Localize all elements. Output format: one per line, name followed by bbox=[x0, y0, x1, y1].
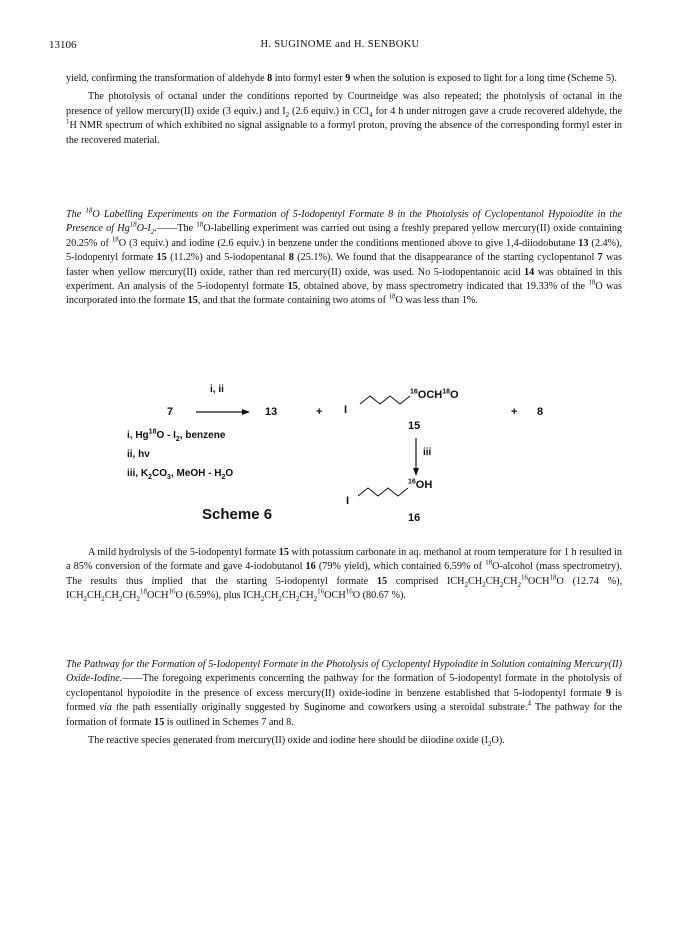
section-heading-pathway: The Pathway for the Formation of 5-Iodopentyl Formate in the Photolysis of Cyclopentyl Hypoiodite in Solution containing Mercury(II) Oxide-Iodine. bbox=[66, 659, 622, 685]
iodine-atom-16: I bbox=[346, 495, 350, 507]
paragraph-2: The photolysis of octanal under the conditions reported by Courtneidge was also repeated; the photolysis of octanal in the presence of yellow mercury(II) oxide (3 equiv.) and $I_2$ (2.6 equiv.) in CCl$_4$ for 4 h under nitrogen gave a crude recovered aldehyde, the $^1$H NMR spectrum of which exhibited no signal assignable to a formyl proton, proving the absence of the corresponding formyl ester in the recovered material. bbox=[66, 91, 622, 146]
text-block-top bbox=[66, 72, 622, 148]
plus-sign-2: + bbox=[511, 406, 518, 418]
formate-group: $^{16}$OCH$^{18}$O bbox=[410, 388, 459, 401]
paragraph-5: The Pathway for the Formation of 5-Iodopentyl Formate in the Photolysis of Cyclopentyl Hypoiodite in Solution containing Mercury(II) Oxide-Iodine.——The foregoing experiments concerning the pathway for the formation of 5-iodopentyl formate in the photolysis of cyclopentanol hypoiodite in the presence of excess mercury(II) oxide-iodine in benzene established that 5-iodopentyl formate 9 is formed via the path essentially originally suggested by Suginome and coworkers using a steroidal substrate.$^4$ The pathway for the formation of formate 15 is outlined in Schemes 7 and 8. bbox=[66, 659, 622, 728]
iodopentyl-chain bbox=[360, 396, 410, 404]
hydroxyl-group: $^{16}$OH bbox=[408, 478, 433, 491]
reaction-arrowhead bbox=[242, 409, 250, 415]
step-iii-label: iii bbox=[423, 447, 432, 458]
condition-i: i, $Hg^{18}O - I_2$, benzene bbox=[127, 428, 226, 443]
product-13: 13 bbox=[265, 406, 278, 418]
paragraph-1: yield, confirming the transformation of aldehyde 8 into formyl ester 9 when the solution is exposed to light for a long time (Scheme 5). bbox=[66, 73, 617, 84]
section-heading: The $^{18}$O Labelling Experiments on the Formation of 5-Iodopentyl Formate 8 in the Photolysis of Cyclopentanol Hypoiodite in the Presence of $Hg^{18}O-I_2$. bbox=[66, 206, 622, 237]
compound-15-label: 15 bbox=[408, 420, 421, 432]
hydrolysis-arrowhead bbox=[413, 468, 419, 476]
paragraph-6: The reactive species generated from mercury(II) oxide and iodine here should be diiodine oxide $(I_2O)$. bbox=[88, 735, 505, 749]
plus-sign-1: + bbox=[316, 406, 323, 418]
paragraph-3: The $^{18}$O Labelling Experiments on the Formation of 5-Iodopentyl Formate 8 in the Photolysis of Cyclopentanol Hypoiodite in the Presence of $Hg^{18}O-I_2.——The$ $^{18}$O-labelling experiment was carried out using a freshly prepared yellow mercury(II) oxide containing 20.25% of $^{18}$O (3 equiv.) and iodine (2.6 equiv.) in benzene under the conditions mentioned above to give 1,4-diiodobutane 13 (2.4%), 5-iodopentyl formate 15 (11.2%) and 5-iodopentanal 8 (25.1%). We found that the disappearance of the starting cyclopentanol 7 was faster when yellow mercury(II) oxide, rather than red mercury(II) oxide, was used. No 5-iodopentanoic acid 14 was obtained in this experiment. An analysis of the 5-iodopentyl formate 15, obtained above, by mass spectrometry indicated that 19.33% of the $^{18}$O was incorporated into the formate 15, and that the formate containing two atoms of $^{18}$O was less than 1%. bbox=[66, 206, 623, 307]
section-pathway bbox=[66, 658, 622, 748]
iodobutanol-chain bbox=[358, 488, 408, 496]
page-number: 13106 bbox=[49, 39, 77, 51]
compound-16-label: 16 bbox=[408, 512, 421, 524]
scheme-start-compound: 7 bbox=[167, 406, 174, 418]
product-8: 8 bbox=[537, 406, 544, 418]
condition-ii: ii, hν bbox=[127, 449, 150, 460]
condition-iii: iii, $K_2CO_3$, MeOH - $H_2O$ bbox=[127, 468, 234, 481]
scheme-6 bbox=[120, 380, 580, 528]
scheme-title: Scheme 6 bbox=[202, 506, 273, 523]
iodine-atom-15: I bbox=[344, 404, 348, 416]
text-block-hydrolysis bbox=[66, 546, 622, 604]
running-header-authors: H. SUGINOME and H. SENBOKU bbox=[260, 39, 420, 50]
paragraph-4: A mild hydrolysis of the 5-iodopentyl formate 15 with potassium carbonate in aq. methanol at room temperature for 1 h resulted in a 85% conversion of the formate and gave 4-iodobutanol 16 (79% yield), which contained 6.59% of $^{18}$O-alcohol (mass spectrometry). The results thus implied that the starting 5-iodopentyl formate 15 comprised $ICH_2CH_2CH_2CH_2^{16}OCH^{18}O$ (12.74 %), $ICH_2CH_2CH_2CH_2^{18}OCH^{16}O$ (6.59%), plus $ICH_2CH_2CH_2CH_2^{16}OCH^{16}O$ (80.67 %). bbox=[66, 547, 623, 604]
section-18o-labelling bbox=[66, 208, 622, 309]
scheme-drawing bbox=[120, 380, 580, 528]
arrow-label: i, ii bbox=[210, 384, 224, 395]
